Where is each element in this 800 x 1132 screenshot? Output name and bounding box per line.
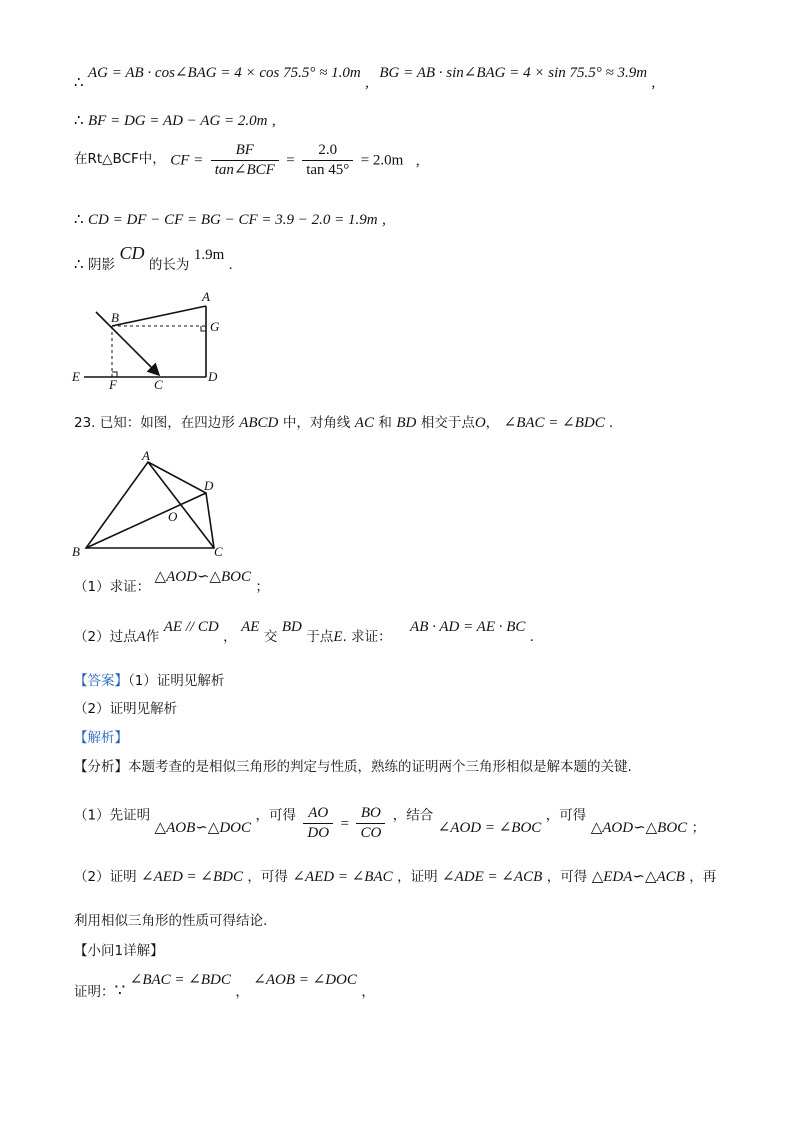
label-e: E (72, 369, 80, 384)
label-f: F (109, 377, 117, 392)
solution-step-1 (74, 798, 706, 841)
s1-part: （1）先证明 (74, 807, 151, 824)
numerator: BF (211, 143, 279, 161)
stem-part: 和 (378, 415, 392, 431)
label-g: G (210, 319, 220, 334)
segment-ae: AE (241, 619, 260, 635)
s1-expr3: △AOD∽△BOC (590, 819, 688, 836)
label-a: A (142, 448, 150, 463)
label-c: C (214, 544, 223, 559)
condition-angle: ∠BAC = ∠BDC (503, 415, 605, 431)
label-b: B (72, 544, 80, 559)
numerator: BO (356, 806, 385, 824)
s3-text: 利用相似三角形的性质可得结论. (74, 913, 268, 929)
stem-part: 相交于点 (420, 415, 475, 431)
point-a: A (136, 629, 146, 645)
comma: ， (361, 984, 375, 1000)
q2-part: 交 (263, 629, 278, 645)
diag-bd: BD (396, 415, 417, 431)
fraction-bo-co (356, 806, 385, 841)
problem-23-stem (74, 416, 613, 431)
ag-equation: AG = AB · cos∠BAG = 4 × cos 75.5° ≈ 1.0m (88, 65, 361, 81)
point-e: E (333, 629, 343, 645)
s2-part: ，可得 (546, 869, 588, 885)
line-cf (74, 143, 420, 178)
quad-abcd: ABCD (239, 415, 279, 431)
sun-ray-to-c (96, 312, 159, 375)
denominator: tan∠BCF (214, 162, 275, 178)
q2-expression: AB · AD = AE · BC (410, 619, 526, 635)
answer-tag: 【答案】 (74, 673, 128, 689)
answer-2: （2）证明见解析 (74, 701, 178, 717)
label-d: D (204, 478, 214, 493)
shadow-text: 阴影 (88, 257, 115, 273)
sub-question-1-heading (74, 944, 164, 959)
s2-expr1: ∠AED = ∠BDC (141, 869, 243, 885)
shadow-length-value: 1.9m (193, 247, 225, 263)
because-symbol: ∵ (114, 981, 126, 1000)
proof-line (74, 970, 375, 1000)
label-d: D (208, 369, 218, 384)
s1-part: ，可得 (255, 807, 296, 824)
comma: , (365, 75, 369, 91)
s2-end: ，再 (689, 869, 717, 885)
cf-lhs: CF = (170, 152, 204, 169)
answer-1: （1）证明见解析 (128, 673, 225, 689)
line-bf-dg (74, 114, 276, 129)
s2-expr3: ∠ADE = ∠ACB (442, 869, 543, 885)
fraction-value-over-tan45 (302, 143, 353, 178)
analysis-line (74, 731, 128, 746)
s2-part: （2）证明 (74, 869, 137, 885)
denominator: CO (360, 825, 382, 841)
line-cd (74, 213, 386, 228)
diag-ac: AC (354, 415, 374, 431)
q2-part: 于点 (306, 629, 334, 645)
therefore-symbol: ∴ (74, 75, 84, 91)
rt-triangle-prefix: 在Rt△BCF中， (74, 150, 166, 167)
q2-part: （2）过点 (74, 629, 137, 645)
s1-expr2: ∠AOD = ∠BOC (437, 819, 542, 836)
s1-part: ，可得 (545, 807, 587, 824)
comma: , (651, 75, 656, 91)
label-c: C (154, 377, 163, 392)
comma: , (382, 212, 386, 228)
label-o: O (168, 509, 178, 524)
s1-end: ； (691, 819, 706, 836)
segment-ab (112, 306, 206, 326)
period: . (228, 257, 233, 273)
cd-equation: CD = DF − CF = BG − CF = 3.9 − 2.0 = 1.9m (88, 212, 378, 228)
cf-result: = 2.0m (360, 152, 404, 169)
answer-line-1 (74, 674, 224, 689)
therefore-symbol: ∴ (74, 257, 84, 273)
diagonal-bd (86, 493, 206, 548)
label-b: B (111, 310, 119, 325)
point-o: O (474, 415, 486, 431)
denominator: DO (307, 825, 330, 841)
solution-step-3 (74, 914, 267, 929)
comma: , (415, 152, 420, 169)
therefore-symbol: ∴ (74, 212, 84, 228)
question-2 (74, 619, 534, 645)
figure-quadrilateral (66, 448, 246, 563)
figure-shadow-diagram (60, 288, 240, 393)
proof-expr1: ∠BAC = ∠BDC (129, 972, 231, 988)
bf-equation: BF = DG = AD − AG = 2.0m (88, 113, 268, 129)
comma: , (271, 113, 276, 129)
line-shadow-length (74, 243, 233, 273)
sub1-text: 【小问1详解】 (74, 943, 164, 959)
numerator: 2.0 (302, 143, 353, 161)
segment-bd: BD (281, 619, 302, 635)
s2-part: ，证明 (397, 869, 438, 885)
analysis-tag: 【解析】 (74, 730, 128, 746)
q1-expression: △AOD∽△BOC (154, 569, 252, 585)
fraction-ao-do (303, 806, 333, 841)
stem-part: 23. 已知：如图，在四边形 (74, 415, 235, 431)
length-is-text: 的长为 (148, 257, 190, 273)
equals: = (286, 152, 295, 169)
fraction-bf-over-tan (211, 143, 279, 178)
answer-line-2 (74, 702, 177, 717)
label-a: A (202, 289, 210, 304)
s2-expr2: ∠AED = ∠BAC (292, 869, 393, 885)
period: . (529, 629, 534, 645)
period: . (609, 415, 613, 431)
numerator: AO (303, 806, 333, 824)
stem-part: ， (485, 415, 500, 431)
s2-expr4: △EDA∽△ACB (591, 869, 685, 885)
q2-part: . 求证： (342, 629, 392, 645)
proof-expr2: ∠AOB = ∠DOC (253, 972, 357, 988)
line-ag-bg (74, 65, 656, 91)
q2-part: ， (223, 629, 237, 645)
s1-expr1: △AOB∽△DOC (154, 819, 252, 836)
denominator: tan 45° (306, 162, 350, 178)
equals: = (340, 815, 350, 832)
semicolon: ； (255, 579, 269, 595)
fenxi-line (74, 760, 632, 775)
ae-parallel-cd: AE // CD (163, 619, 219, 635)
fenxi-text: 【分析】本题考查的是相似三角形的判定与性质，熟练的证明两个三角形相似是解本题的关键. (74, 759, 632, 775)
quad-outline (86, 462, 214, 548)
q1-label: （1）求证： (74, 579, 151, 595)
s2-part: ，可得 (247, 869, 288, 885)
question-1 (74, 569, 269, 595)
cd-symbol: CD (119, 243, 145, 263)
q2-part: 作 (145, 629, 160, 645)
proof-label: 证明： (74, 984, 115, 1000)
solution-step-2 (74, 870, 716, 885)
bg-equation: BG = AB · sin∠BAG = 4 × sin 75.5° ≈ 3.9m (379, 65, 648, 81)
comma: ， (235, 984, 249, 1000)
stem-part: 中，对角线 (282, 415, 351, 431)
s1-part: ，结合 (392, 807, 434, 824)
therefore-symbol: ∴ (74, 113, 84, 129)
